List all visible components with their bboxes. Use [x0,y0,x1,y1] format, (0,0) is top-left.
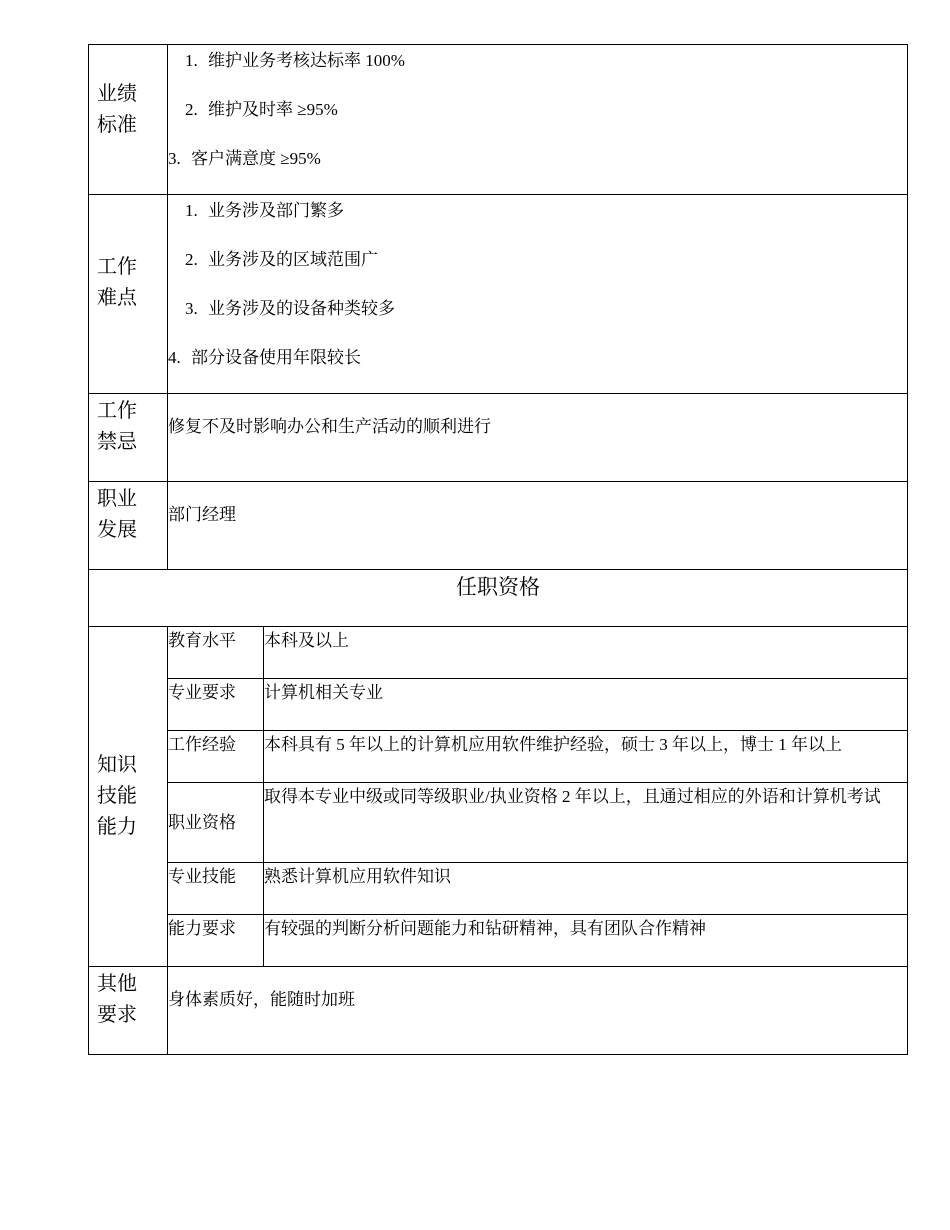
performance-standards-row [89,45,908,195]
skills-value: 熟悉计算机应用软件知识 [264,863,908,915]
performance-standards-content [168,45,908,195]
knowledge-skills-label: 知识 技能 能力 [89,627,168,967]
work-difficulties-label: 工作 难点 [89,195,168,394]
major-value: 计算机相关专业 [264,679,908,731]
ability-label: 能力要求 [168,915,264,967]
other-requirements-row [89,967,908,1055]
list-item: 1. 维护业务考核达标率 100% [185,51,405,70]
job-description-document [88,44,907,1055]
work-taboos-row [89,394,908,482]
work-taboos-label: 工作 禁忌 [89,394,168,482]
qualification-row [89,627,908,679]
list-item: 1. 业务涉及部门繁多 [185,201,344,220]
work-difficulties-content [168,195,908,394]
qualification-row [89,679,908,731]
major-label: 专业要求 [168,679,264,731]
work-difficulties-row [89,195,908,394]
career-development-row [89,482,908,570]
career-development-label: 职业 发展 [89,482,168,570]
qualifications-section-title: 任职资格 [89,570,908,627]
experience-label: 工作经验 [168,731,264,783]
work-taboos-content: 修复不及时影响办公和生产活动的顺利进行 [168,394,908,482]
list-item: 2. 业务涉及的区域范围广 [185,250,378,269]
list-item: 3. 客户满意度 ≥95% [168,149,321,168]
qualification-row [89,915,908,967]
certification-value: 取得本专业中级或同等级职业/执业资格 2 年以上，且通过相应的外语和计算机考试 [264,783,908,863]
list-item: 4. 部分设备使用年限较长 [168,348,361,367]
education-value: 本科及以上 [264,627,908,679]
qualification-row [89,783,908,863]
ability-value: 有较强的判断分析问题能力和钻研精神，具有团队合作精神 [264,915,908,967]
education-label: 教育水平 [168,627,264,679]
qualification-row [89,731,908,783]
list-item: 3. 业务涉及的设备种类较多 [185,299,395,318]
other-requirements-label: 其他 要求 [89,967,168,1055]
performance-standards-label: 业绩 标准 [89,45,168,195]
other-requirements-content: 身体素质好，能随时加班 [168,967,908,1055]
certification-label: 职业资格 [168,783,264,863]
experience-value: 本科具有 5 年以上的计算机应用软件维护经验，硕士 3 年以上，博士 1 年以上 [264,731,908,783]
career-development-content: 部门经理 [168,482,908,570]
qualifications-header-row [89,570,908,627]
skills-label: 专业技能 [168,863,264,915]
list-item: 2. 维护及时率 ≥95% [185,100,338,119]
job-description-table [88,44,908,1055]
qualification-row [89,863,908,915]
